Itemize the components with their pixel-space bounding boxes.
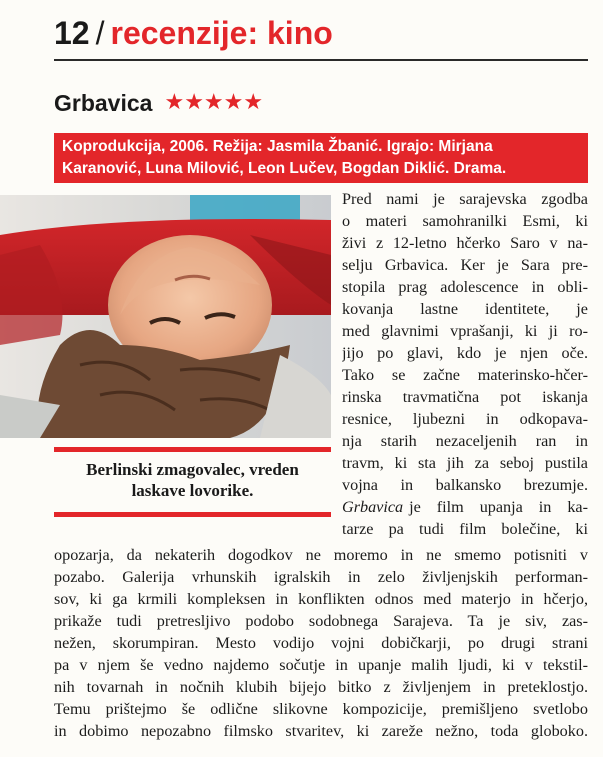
star-icon: ★ — [164, 90, 185, 115]
body-line: tarze pa tudi film bolečine, ki — [342, 520, 588, 538]
body-line: nih tovarnah in nočnih klubih bijejo bitko z življenjem in preteklostjo. — [54, 678, 588, 696]
star-icon: ★ — [184, 90, 204, 115]
star-rating — [164, 92, 263, 114]
section-title: recenzije: kino — [110, 15, 333, 51]
body-line: opozarja, da nekaterih dogodkov ne moremo in ne smemo potisniti v — [54, 546, 588, 564]
body-line: nja starih nezaceljenih ran in — [342, 432, 588, 450]
caption-rule-bottom — [54, 512, 331, 517]
body-line: selju Grbavica. Ker je Sara pre- — [342, 256, 588, 274]
body-line: sov, ki ga krmili kompleksen in konflikten odnos med materjo in hčerjo, — [54, 590, 588, 608]
body-line-tail: je film upanja in ka- — [409, 498, 588, 516]
body-line: Tako se začne materinsko-hčer- — [342, 366, 588, 384]
page-number: 12 — [54, 15, 90, 51]
body-line: rinska travmatična pot iskanja — [342, 388, 588, 406]
film-still-image — [0, 195, 331, 438]
caption-rule-top — [54, 447, 331, 452]
body-line: resnice, ljubezni in odkopava- — [342, 410, 588, 428]
photo-caption — [54, 459, 331, 501]
body-line: in dobimo nepozabno filmsko stvaritev, ki zareže nežno, toda globoko. — [54, 722, 588, 740]
caption-line: Berlinski zmagovalec, vreden — [86, 460, 299, 479]
caption-line: laskave lovorike. — [131, 481, 254, 500]
body-line: kovanja lastne identitete, je — [342, 300, 588, 318]
body-line: travm, ki sta jih za seboj pustila — [342, 454, 588, 472]
body-line: o materi samohranilki Esmi, ki — [342, 212, 588, 230]
body-line: pa v njem še vedno najdemo sočutje in upanje malih ljudi, ki v tekstil- — [54, 656, 588, 674]
review-title-row — [54, 86, 263, 120]
header-separator: / — [95, 15, 105, 51]
body-line: jijo po glavi, kdo je njen oče. — [342, 344, 588, 362]
credits-box — [54, 133, 588, 183]
body-line: stopila prag adolescence in obli- — [342, 278, 588, 296]
body-line: vojna in balkansko brezumje. — [342, 476, 588, 494]
body-line: Temu prištejmo še odlične slikovne kompozicije, premišljeno svetlobo — [54, 700, 588, 718]
star-icon: ★ — [223, 90, 244, 115]
film-title: Grbavica — [54, 89, 153, 116]
page-header — [54, 10, 594, 56]
body-line: živi z 12-letno hčerko Saro v na- — [342, 234, 588, 252]
body-line: nežen, skorumpiran. Mesto vodijo vojni dobičkarji, po drugi strani — [54, 634, 588, 652]
credits-line: Koprodukcija, 2006. Režija: Jasmila Žbanić. Igrajo: Mirjana — [62, 138, 493, 155]
body-line — [342, 496, 588, 518]
credits-line: Karanović, Luna Milović, Leon Lučev, Bogdan Diklić. Drama. — [62, 160, 507, 177]
body-line: prikaže tudi pretresljivo podobo sodobnega Sarajeva. Ta je siv, zas- — [54, 612, 588, 630]
body-line: Pred nami je sarajevska zgodba — [342, 190, 588, 208]
film-still-illustration — [0, 195, 331, 438]
star-icon: ★ — [203, 90, 224, 115]
header-divider — [54, 59, 588, 61]
star-icon: ★ — [243, 90, 264, 115]
body-line: pozabo. Galerija vrhunskih igralskih in zelo življenjskih performan- — [54, 568, 588, 586]
inline-film-title: Grbavica — [342, 498, 404, 516]
body-line: med glavnimi vprašanji, ki ji ro- — [342, 322, 588, 340]
